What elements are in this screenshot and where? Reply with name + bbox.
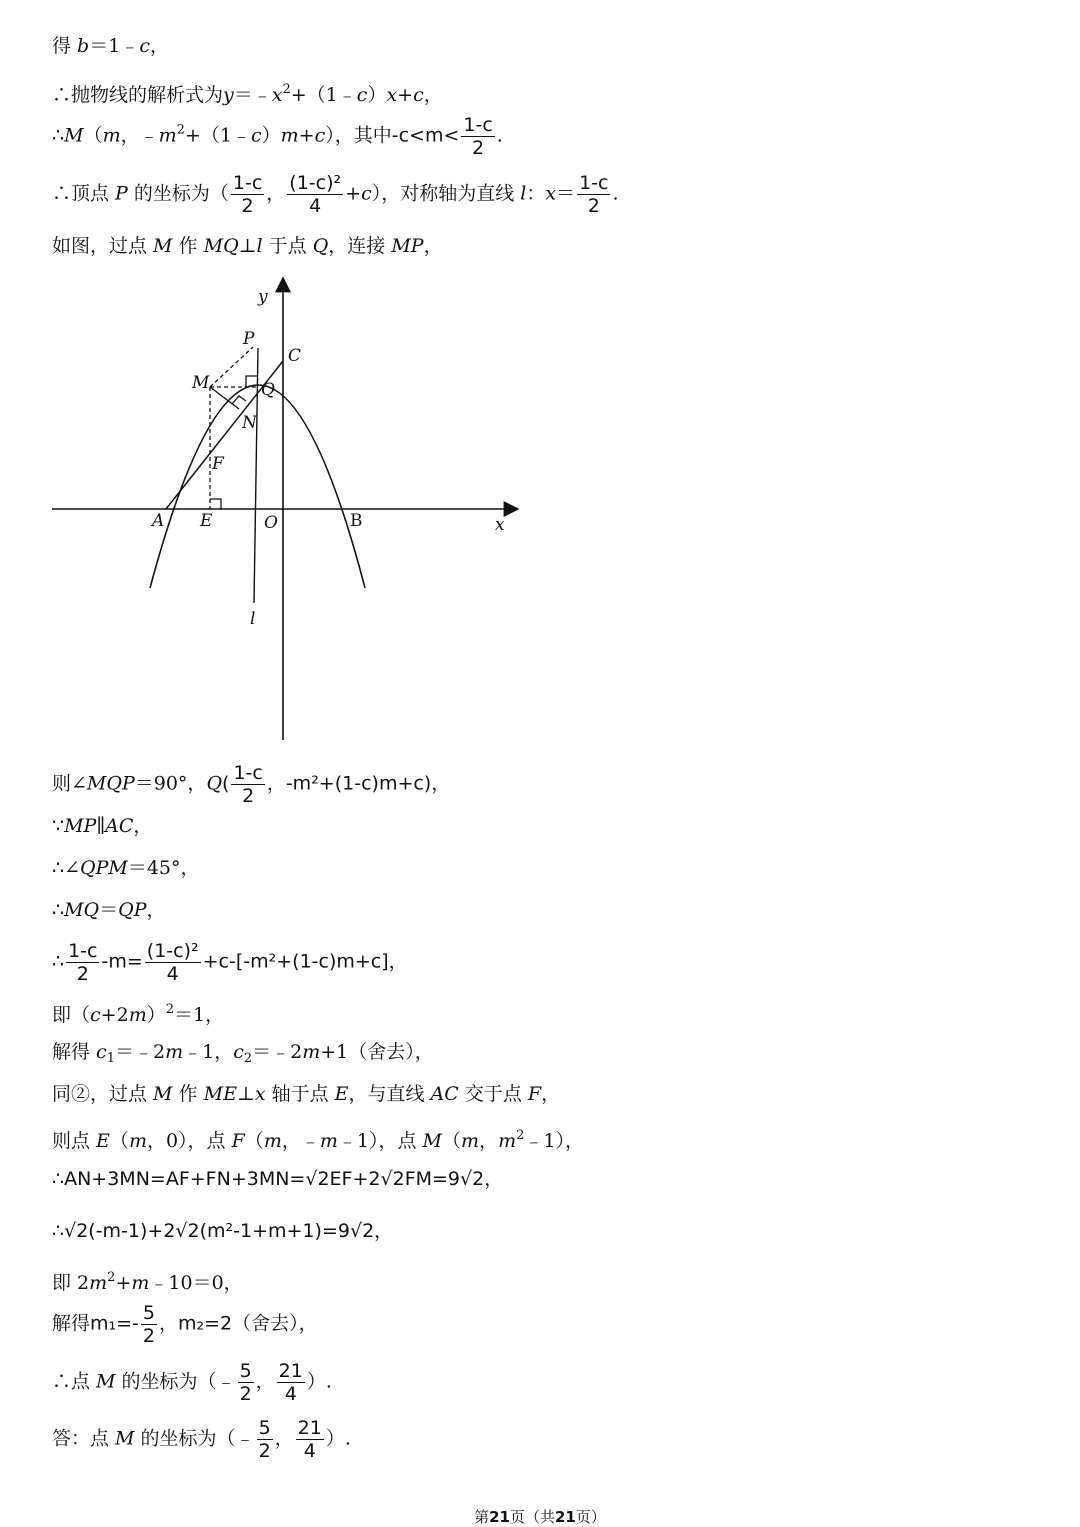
fraction: $\frac{1-c}{2}$ (68, 940, 98, 985)
label-x: x (495, 515, 505, 535)
solution-line-12: 解得 $c_1=﹣2m﹣1$，$c_2=﹣2m+1$（舍去）， (52, 1041, 434, 1066)
solution-line-1: 得 b＝1﹣c， (52, 35, 169, 57)
page-footer: 第21页（共21页） (474, 1508, 606, 1526)
solution-line-6: 则∠MQP＝90°，Q( $\frac{1-c}{2}$ ，-m²+(1-c)m+c)， (52, 762, 451, 807)
solution-line-14: 则点 E（m，0），点 F（m，﹣m﹣1），点 M（m，$m^2﹣1$）， (52, 1128, 584, 1152)
solution-line-16: ∴√2(-m-1)+2√2(m²-1+m+1)=9√2， (52, 1220, 394, 1242)
label-m: M (192, 373, 210, 393)
label-n: N (242, 413, 257, 433)
label-b: B (350, 511, 363, 531)
fraction: $\frac{5}{2}$ (142, 1302, 156, 1347)
fraction: $\frac{21}{4}$ (278, 1360, 303, 1405)
solution-line-4: ∴顶点 P 的坐标为（ $\frac{1-c}{2}$ ， $\frac{\text{(1-c)²}}{4}$ +c），对称轴为直线 l：x＝ $\frac{1-c}{2}$ . (52, 172, 619, 217)
label-c: C (288, 346, 302, 366)
solution-line-11: 即$(c+2m)^2=1$， (52, 1002, 225, 1026)
solution-line-7: ∵MP∥AC， (52, 815, 153, 837)
solution-line-17: 即 $2m^2+m﹣10=0$， (52, 1270, 243, 1294)
label-y: y (258, 287, 268, 307)
label-p: P (243, 329, 255, 349)
solution-line-3: ∴M（m，$﹣m^2+(1﹣c)m+c$），其中-c<m< $\frac{1-c}{2}$ . (52, 114, 503, 159)
label-o: O (264, 513, 278, 533)
solution-line-20: 答：点 M 的坐标为（﹣ $\frac{5}{2}$ ， $\frac{21}{4}$ ）. (52, 1417, 351, 1462)
solution-line-15: ∴AN+3MN=AF+FN+3MN=√2EF+2√2FM=9√2， (52, 1168, 504, 1190)
right-angle-n (232, 396, 246, 404)
solution-line-5: 如图，过点 M 作 MQ⊥l 于点 Q，连接 MP， (52, 235, 443, 257)
fraction: $\frac{1-c}{2}$ (463, 114, 493, 159)
solution-line-18: 解得m₁=- $\frac{5}{2}$ ，m₂=2（舍去）， (52, 1302, 318, 1347)
fraction: $\frac{\text{(1-c)²}}{4}$ (146, 940, 199, 985)
solution-line-10: ∴ $\frac{1-c}{2}$ -m= $\frac{\text{(1-c)²}}{4}$ +c-[-m²+(1-c)m+c]， (52, 940, 408, 985)
fraction: $\frac{1-c}{2}$ (232, 172, 263, 217)
symmetry-line-l (254, 348, 258, 603)
solution-line-19: ∴点 M 的坐标为（﹣ $\frac{5}{2}$ ， $\frac{21}{4}$ ）. (52, 1360, 332, 1405)
label-f: F (212, 454, 224, 474)
page-number: 21 (489, 1508, 510, 1526)
solution-line-9: ∴MQ＝QP， (52, 899, 166, 921)
fraction: $\frac{21}{4}$ (297, 1417, 322, 1462)
fraction: $\frac{1-c}{2}$ (579, 172, 609, 217)
fraction: $\frac{\text{(1-c)²}}{4}$ (289, 172, 342, 217)
fraction: $\frac{5}{2}$ (258, 1417, 271, 1462)
solution-line-2: ∴抛物线的解析式为$y=﹣x^2+(1﹣c)x+c$， (52, 82, 443, 106)
fraction: $\frac{5}{2}$ (239, 1360, 252, 1405)
label-a: A (152, 511, 165, 531)
label-e: E (200, 511, 213, 531)
total-pages: 21 (555, 1508, 576, 1526)
solution-line-8: ∴∠QPM＝45°， (52, 857, 200, 879)
right-angle-e (210, 499, 221, 509)
label-q: Q (261, 380, 275, 400)
parabola-figure (40, 268, 540, 748)
fraction: $\frac{1-c}{2}$ (233, 762, 263, 807)
label-l: l (250, 609, 256, 629)
solution-line-13: 同②，过点 M 作 ME⊥x 轴于点 E，与直线 AC 交于点 F， (52, 1083, 561, 1105)
